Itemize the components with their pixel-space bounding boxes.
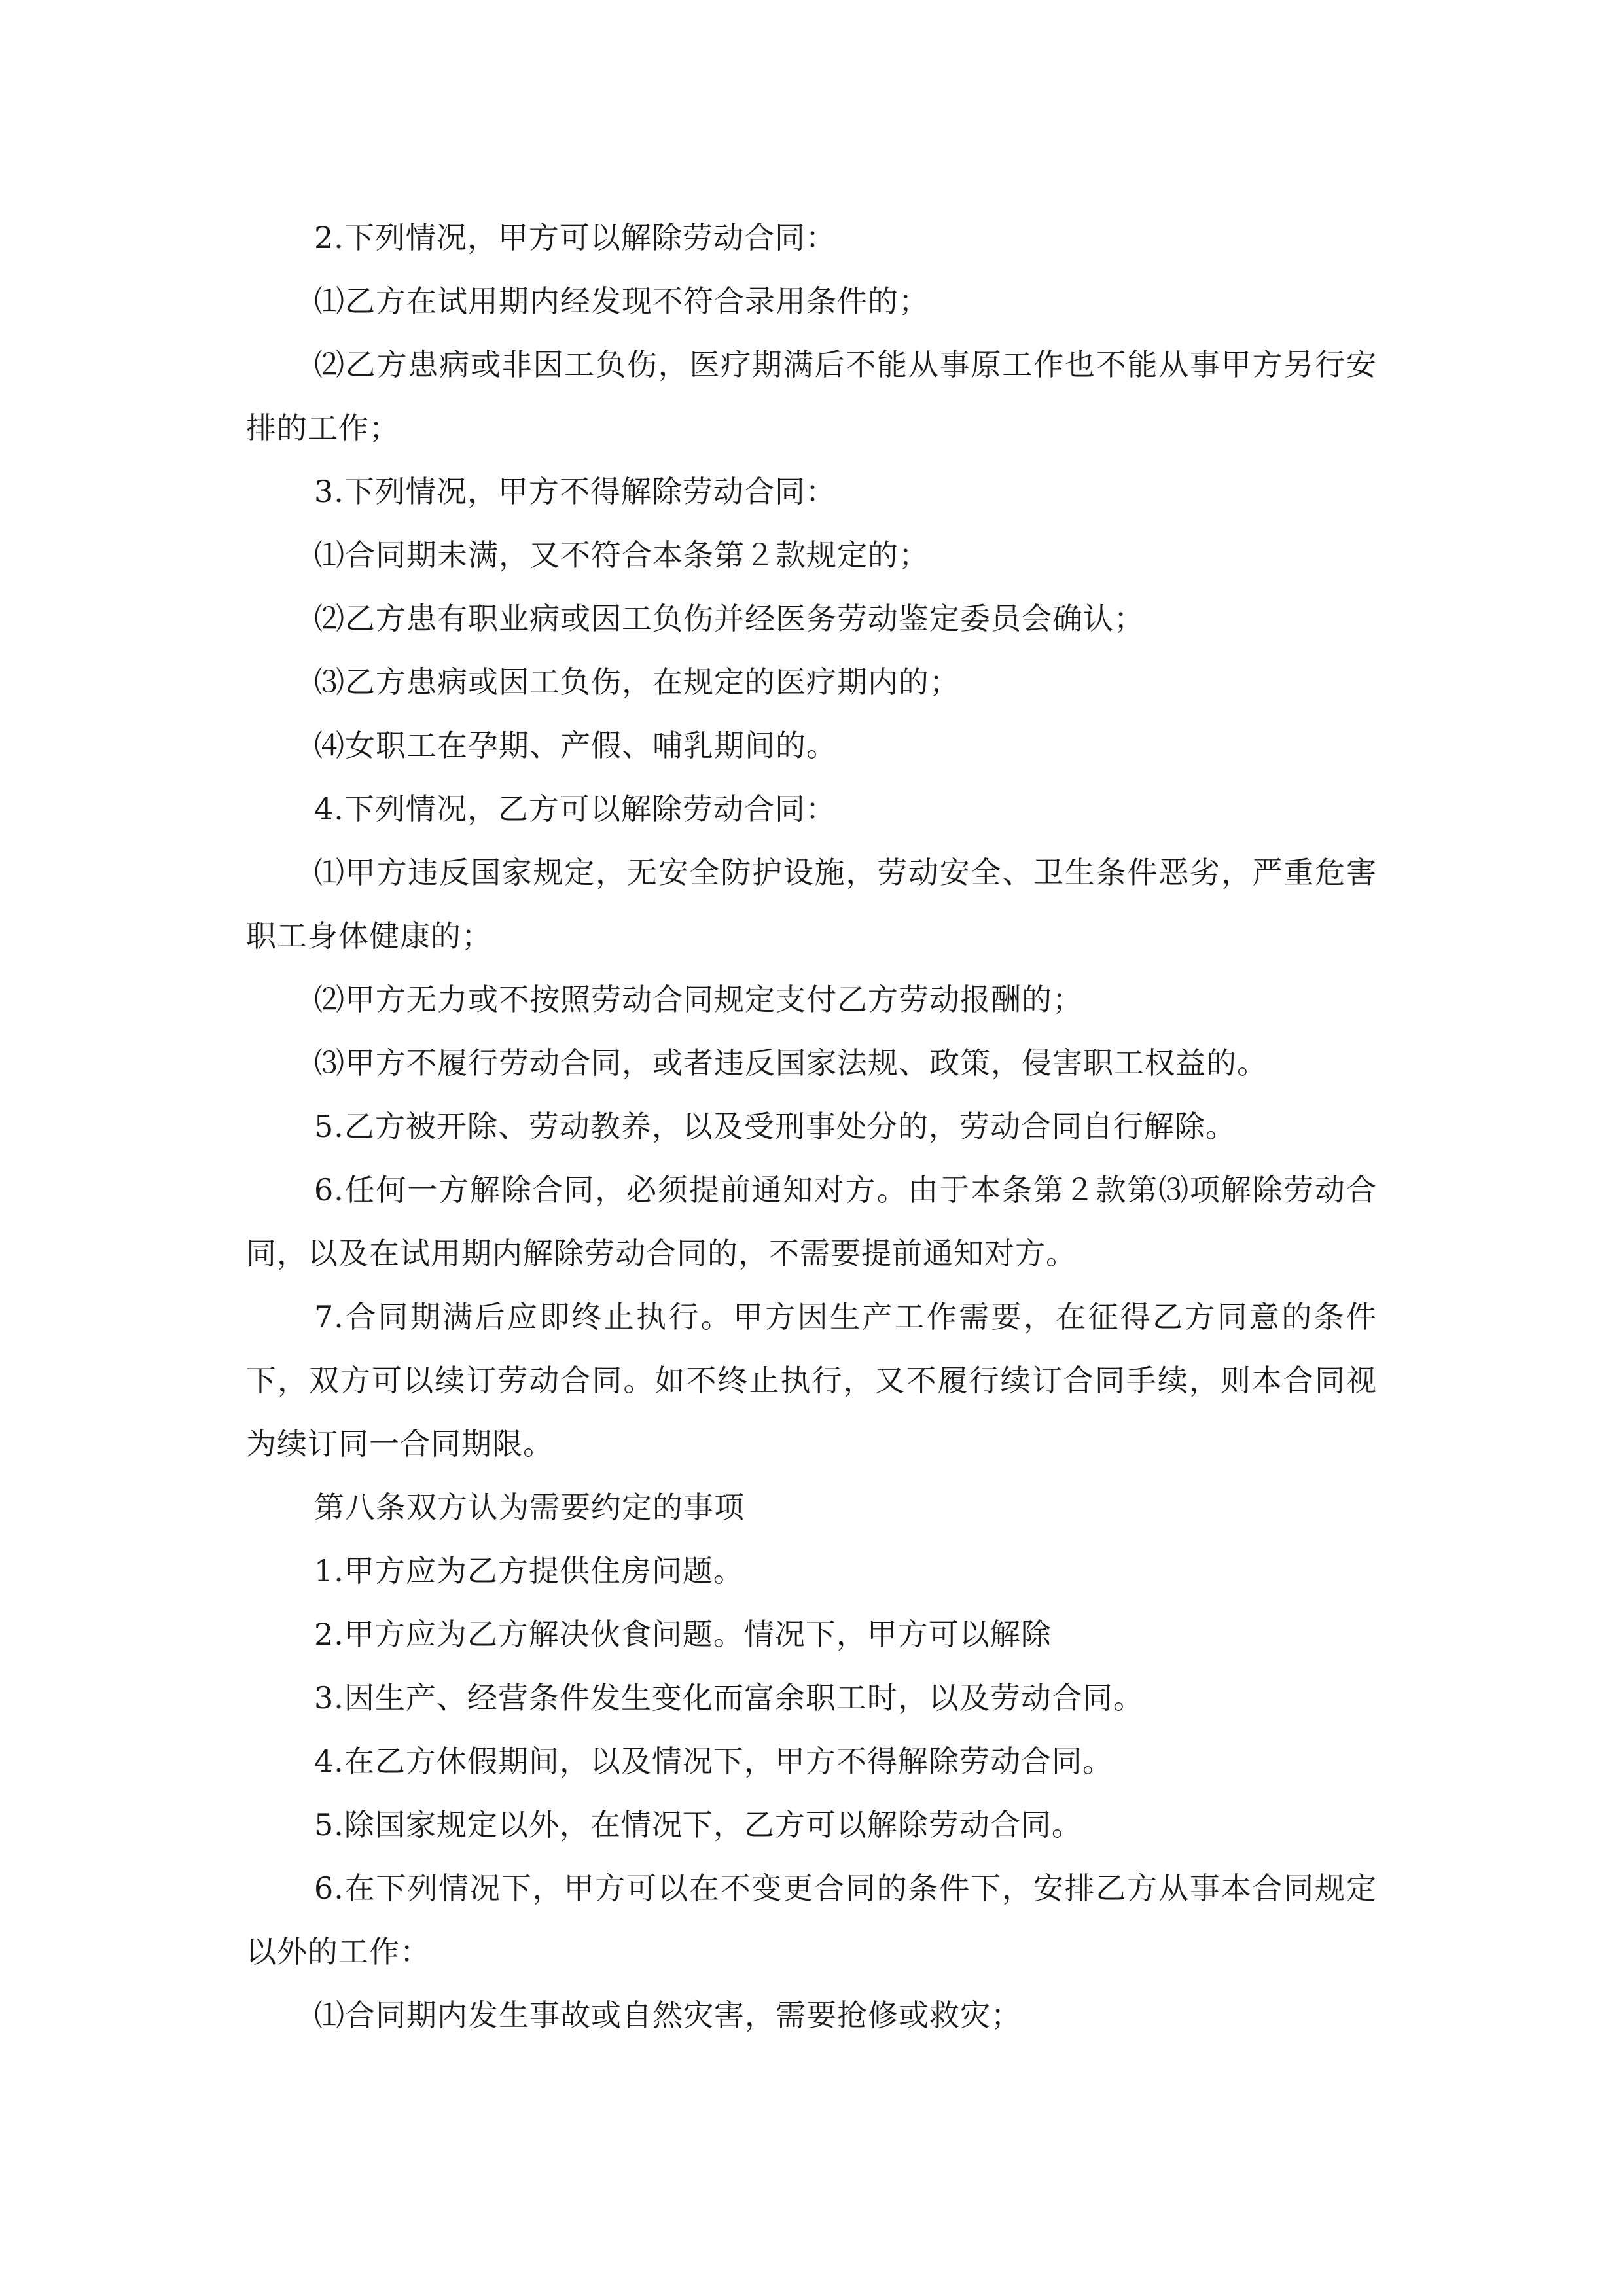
- paragraph: 3.下列情况，甲方不得解除劳动合同：: [314, 474, 836, 509]
- paragraph: ⑴乙方在试用期内经发现不符合录用条件的；: [314, 283, 929, 319]
- paragraph: ⑴合同期内发生事故或自然灾害，需要抢修或救灾；: [314, 1998, 1022, 2033]
- paragraph: 4.在乙方休假期间，以及情况下，甲方不得解除劳动合同。: [314, 1744, 1113, 1779]
- paragraph: ⑴合同期未满，又不符合本条第２款规定的；: [314, 537, 929, 573]
- paragraph: 6.在下列情况下，甲方可以在不变更合同的条件下，安排乙方从事本合同规定以外的工作：: [246, 1871, 1377, 1969]
- paragraph: ⑶乙方患病或因工负伤，在规定的医疗期内的；: [314, 664, 960, 700]
- paragraph: 7.合同期满后应即终止执行。甲方因生产工作需要，在征得乙方同意的条件下，双方可以续订劳动合同。如不终止执行，又不履行续订合同手续，则本合同视为续订同一合同期限。: [246, 1299, 1377, 1462]
- paragraph: 3.因生产、经营条件发生变化而富余职工时，以及劳动合同。: [314, 1680, 1144, 1715]
- paragraph: 1.甲方应为乙方提供住房问题。: [314, 1553, 744, 1588]
- paragraph: ⑷女职工在孕期、产假、哺乳期间的。: [314, 728, 837, 763]
- paragraph: 5.除国家规定以外，在情况下，乙方可以解除劳动合同。: [314, 1807, 1082, 1842]
- paragraph: 2.下列情况，甲方可以解除劳动合同：: [314, 220, 836, 255]
- paragraph: ⑵甲方无力或不按照劳动合同规定支付乙方劳动报酬的；: [314, 982, 1083, 1017]
- paragraph: ⑴甲方违反国家规定，无安全防护设施，劳动安全、卫生条件恶劣，严重危害职工身体健康的；: [246, 855, 1377, 954]
- paragraph: 6.任何一方解除合同，必须提前通知对方。由于本条第２款第⑶项解除劳动合同，以及在试用期内解除劳动合同的，不需要提前通知对方。: [246, 1172, 1377, 1271]
- paragraph: 5.乙方被开除、劳动教养，以及受刑事处分的，劳动合同自行解除。: [314, 1109, 1236, 1144]
- paragraph: ⑵乙方患有职业病或因工负伤并经医务劳动鉴定委员会确认；: [314, 601, 1145, 636]
- paragraph: 4.下列情况，乙方可以解除劳动合同：: [314, 791, 836, 827]
- section-heading: 第八条双方认为需要约定的事项: [314, 1490, 745, 1525]
- paragraph: 2.甲方应为乙方解决伙食问题。情况下，甲方可以解除: [314, 1617, 1052, 1652]
- paragraph: ⑶甲方不履行劳动合同，或者违反国家法规、政策，侵害职工权益的。: [314, 1045, 1268, 1081]
- paragraph: ⑵乙方患病或非因工负伤，医疗期满后不能从事原工作也不能从事甲方另行安排的工作；: [246, 347, 1377, 446]
